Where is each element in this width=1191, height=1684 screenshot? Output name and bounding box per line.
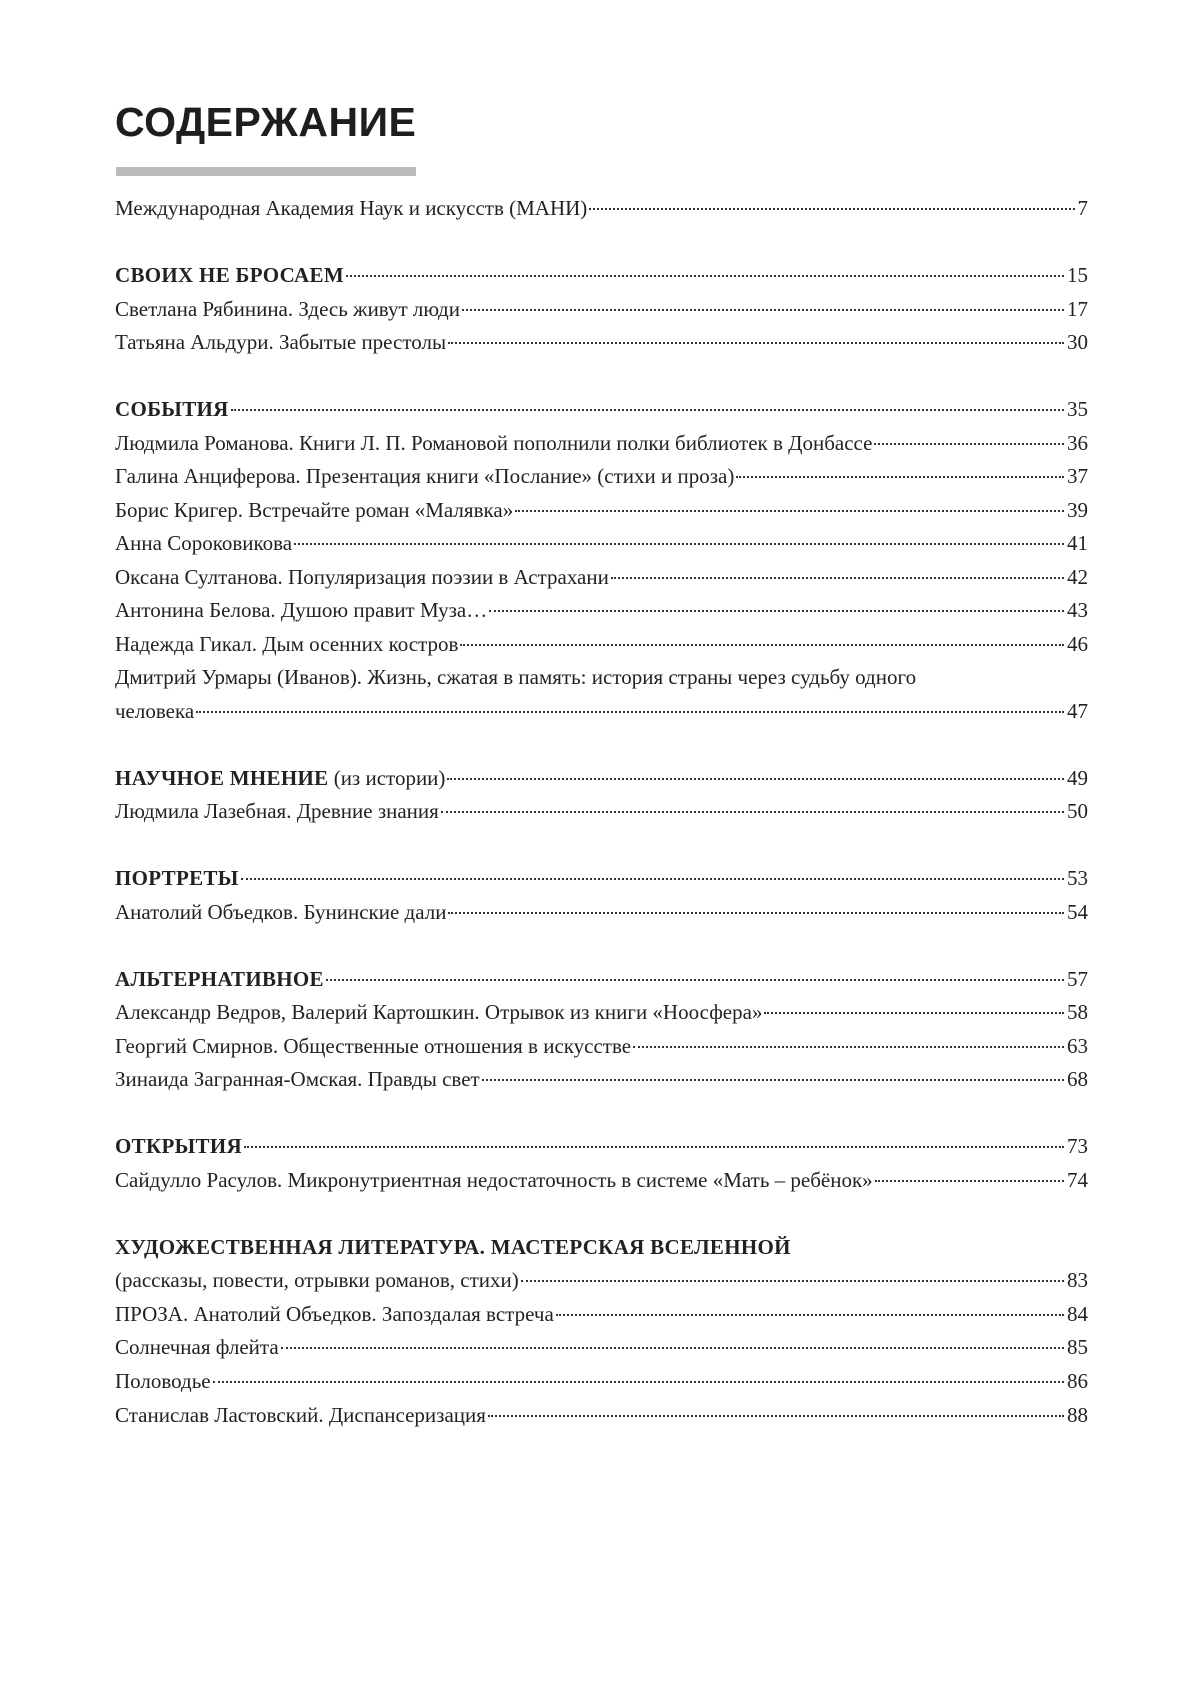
- toc-entry-page: 35: [1067, 397, 1088, 421]
- toc-entry[interactable]: [115, 495, 1088, 525]
- toc-entry-page: 15: [1067, 263, 1088, 287]
- toc-entry-label: Половодье: [115, 1369, 211, 1393]
- toc-entry-page: 88: [1067, 1403, 1088, 1427]
- toc-entry-page: 43: [1067, 598, 1088, 622]
- leader-dots: [875, 1180, 1064, 1182]
- leader-dots: [515, 510, 1064, 512]
- toc-entry-label: Международная Академия Наук и искусств (МАНИ): [115, 196, 588, 220]
- toc-section-heading[interactable]: [115, 1131, 1088, 1161]
- toc-entry-label: Зинаида Загранная-Омская. Правды свет: [115, 1067, 480, 1091]
- toc-entry-page: 86: [1067, 1369, 1088, 1393]
- toc-entry-page: 7: [1077, 196, 1088, 220]
- toc-section-heading[interactable]: [115, 1232, 791, 1262]
- toc-entry-label: Анна Сороковикова: [115, 531, 293, 555]
- toc-entry[interactable]: [115, 1265, 1088, 1295]
- toc-entry[interactable]: [115, 1031, 1088, 1061]
- leader-dots: [294, 543, 1064, 545]
- toc-section-label: ПОРТРЕТЫ: [115, 866, 239, 890]
- leader-dots: [764, 1012, 1064, 1014]
- toc-entry-page: 30: [1067, 330, 1088, 354]
- toc-entry-page: 41: [1067, 531, 1088, 555]
- toc-entry-page: 83: [1067, 1268, 1088, 1292]
- toc-entry[interactable]: [115, 193, 1088, 223]
- leader-dots: [482, 1079, 1064, 1081]
- leader-dots: [736, 476, 1064, 478]
- leader-dots: [556, 1314, 1064, 1316]
- toc-entry-page: 47: [1067, 699, 1088, 723]
- toc-entry-label: Сайдулло Расулов. Микронутриентная недостаточность в системе «Мать – ребёнок»: [115, 1168, 873, 1192]
- toc-section-heading[interactable]: [115, 964, 1088, 994]
- toc-entry[interactable]: [115, 696, 1088, 726]
- leader-dots: [281, 1347, 1064, 1349]
- leader-dots: [196, 711, 1064, 713]
- toc-entry-label: Людмила Лазебная. Древние знания: [115, 799, 439, 823]
- toc-entry-page: 53: [1067, 866, 1088, 890]
- leader-dots: [874, 443, 1064, 445]
- leader-dots: [488, 1415, 1064, 1417]
- toc-entry-label: Татьяна Альдури. Забытые престолы: [115, 330, 447, 354]
- toc-section-label: ОТКРЫТИЯ: [115, 1134, 242, 1158]
- toc-entry[interactable]: [115, 997, 1088, 1027]
- toc-section-label: ХУДОЖЕСТВЕННАЯ ЛИТЕРАТУРА. МАСТЕРСКАЯ ВСЕЛЕННОЙ: [115, 1235, 791, 1259]
- page-title: СОДЕРЖАНИЕ: [115, 99, 417, 145]
- leader-dots: [489, 610, 1064, 612]
- toc-section-label: АЛЬТЕРНАТИВНОЕ: [115, 967, 324, 991]
- toc-entry[interactable]: [115, 1064, 1088, 1094]
- leader-dots: [346, 275, 1064, 277]
- toc-entry-page: 17: [1067, 297, 1088, 321]
- toc-entry-page: 42: [1067, 565, 1088, 589]
- toc-entry[interactable]: [115, 1366, 1088, 1396]
- toc-entry-page: 63: [1067, 1034, 1088, 1058]
- toc-entry-label: Георгий Смирнов. Общественные отношения в искусстве: [115, 1034, 632, 1058]
- toc-entry-page: 85: [1067, 1335, 1088, 1359]
- leader-dots: [213, 1381, 1064, 1383]
- toc-entry-label: Оксана Султанова. Популяризация поэзии в Астрахани: [115, 565, 609, 589]
- leader-dots: [447, 778, 1064, 780]
- leader-dots: [241, 878, 1064, 880]
- toc-section-heading[interactable]: [115, 260, 1088, 290]
- toc-entry-label: Анатолий Объедков. Бунинские дали: [115, 900, 447, 924]
- toc-entry[interactable]: [115, 796, 1088, 826]
- leader-dots: [460, 644, 1064, 646]
- toc-entry-label: ПРОЗА. Анатолий Объедков. Запоздалая встреча: [115, 1302, 554, 1326]
- toc-entry-page: 37: [1067, 464, 1088, 488]
- toc-section-label: СВОИХ НЕ БРОСАЕМ: [115, 263, 344, 287]
- leader-dots: [633, 1046, 1064, 1048]
- toc-entry-page: 50: [1067, 799, 1088, 823]
- toc-entry-page: 46: [1067, 632, 1088, 656]
- toc-entry-label: человека: [115, 699, 195, 723]
- leader-dots: [326, 979, 1064, 981]
- leader-dots: [448, 912, 1064, 914]
- toc-entry-page: 73: [1067, 1134, 1088, 1158]
- toc-section-label: СОБЫТИЯ: [115, 397, 229, 421]
- toc-entry-page: 54: [1067, 900, 1088, 924]
- toc-entry-page: 84: [1067, 1302, 1088, 1326]
- toc-entry-label: Борис Кригер. Встречайте роман «Малявка»: [115, 498, 514, 522]
- toc-entry[interactable]: [115, 562, 1088, 592]
- leader-dots: [441, 811, 1064, 813]
- toc-entry[interactable]: [115, 897, 1088, 927]
- toc-entry-label: Светлана Рябинина. Здесь живут люди: [115, 297, 460, 321]
- leader-dots: [231, 409, 1064, 411]
- toc-entry[interactable]: [115, 1400, 1088, 1430]
- toc-entry[interactable]: [115, 1299, 1088, 1329]
- toc-entry-label: Солнечная флейта: [115, 1335, 279, 1359]
- toc-section-heading[interactable]: [115, 763, 1088, 793]
- toc-entry-page: 58: [1067, 1000, 1088, 1024]
- leader-dots: [462, 309, 1064, 311]
- toc-entry[interactable]: [115, 528, 1088, 558]
- toc-entry-label: Людмила Романова. Книги Л. П. Романовой пополнили полки библиотек в Донбассе: [115, 431, 873, 455]
- toc-entry-label-line[interactable]: Дмитрий Урмары (Иванов). Жизнь, сжатая в память: история страны через судьбу одного: [115, 665, 917, 689]
- toc-entry[interactable]: [115, 428, 1088, 458]
- toc-entry[interactable]: [115, 327, 1088, 357]
- toc-entry-page: 68: [1067, 1067, 1088, 1091]
- toc-entry[interactable]: [115, 629, 1088, 659]
- toc-entry-page: 39: [1067, 498, 1088, 522]
- toc-entry-label: Галина Анциферова. Презентация книги «Послание» (стихи и проза): [115, 464, 735, 488]
- toc-entry-page: 57: [1067, 967, 1088, 991]
- leader-dots: [244, 1146, 1064, 1148]
- toc-entry[interactable]: [115, 1165, 1088, 1195]
- toc-section-label: НАУЧНОЕ МНЕНИЕ: [115, 766, 329, 790]
- toc-entry[interactable]: [115, 1332, 1088, 1362]
- leader-dots: [448, 342, 1064, 344]
- toc-entry[interactable]: [115, 461, 1088, 491]
- toc-entry-page: 49: [1067, 766, 1088, 790]
- leader-dots: [589, 208, 1074, 210]
- toc-entry[interactable]: [115, 595, 1088, 625]
- leader-dots: [521, 1280, 1064, 1282]
- toc-entry-label: Александр Ведров, Валерий Картошкин. Отрывок из книги «Ноосфера»: [115, 1000, 763, 1024]
- toc-section-suffix: (из истории): [328, 766, 446, 790]
- toc-entry[interactable]: [115, 294, 1088, 324]
- toc-section-heading[interactable]: [115, 394, 1088, 424]
- toc-entry-label: (рассказы, повести, отрывки романов, стихи): [115, 1268, 519, 1292]
- toc-entry-label: Антонина Белова. Душою правит Муза…: [115, 598, 488, 622]
- toc-entry-label: Надежда Гикал. Дым осенних костров: [115, 632, 459, 656]
- toc-entry-label: Станислав Ластовский. Диспансеризация: [115, 1403, 486, 1427]
- toc-section-heading[interactable]: [115, 863, 1088, 893]
- toc-entry-page: 36: [1067, 431, 1088, 455]
- leader-dots: [611, 577, 1064, 579]
- toc-entry-page: 74: [1067, 1168, 1088, 1192]
